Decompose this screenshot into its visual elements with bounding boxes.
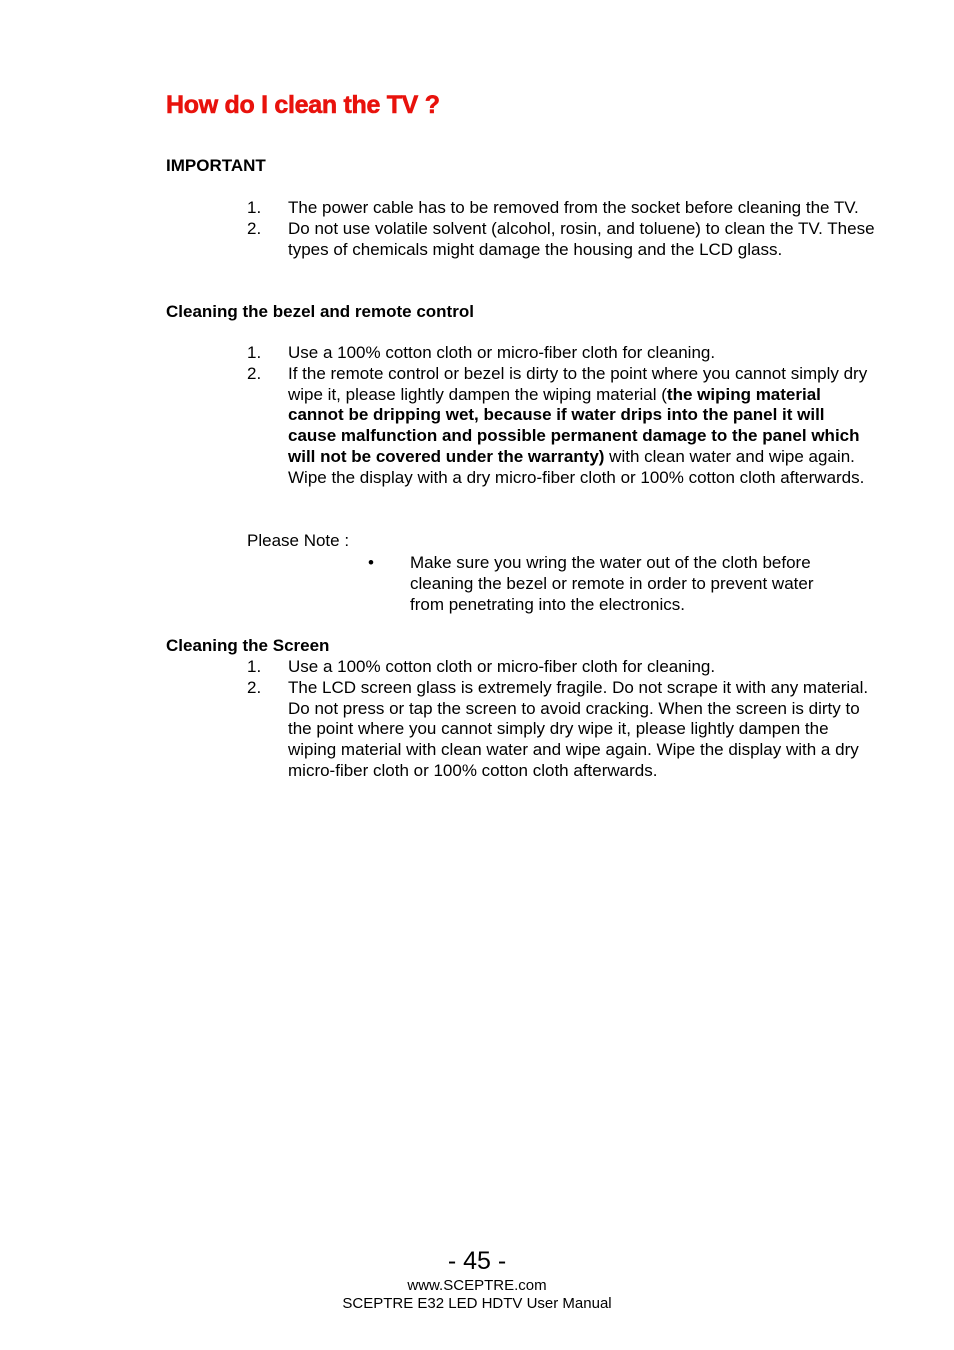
bullet-icon: • [368,553,374,572]
bezel-list [247,343,877,489]
list-item-number: 2. [247,363,262,383]
list-item-number: 2. [247,218,262,238]
list-item [247,219,877,261]
list-item-text: Do not use volatile solvent (alcohol, rosin, and toluene) to clean the TV. These types of chemicals might damage the housing and the LCD glass. [288,218,875,259]
list-item-text: Use a 100% cotton cloth or micro-fiber cloth for cleaning. [288,343,716,362]
footer-manual-title: SCEPTRE E32 LED HDTV User Manual [342,1295,612,1312]
footer-website: www.SCEPTRE.com [407,1277,547,1294]
screen-heading: Cleaning the Screen [166,636,330,655]
list-item-number: 1. [247,198,262,217]
bezel-heading: Cleaning the bezel and remote control [166,302,474,321]
page-title: How do I clean the TV ? [166,91,440,119]
important-list [247,198,877,260]
page-footer [0,1245,954,1313]
list-item-text: Use a 100% cotton cloth or micro-fiber cloth for cleaning. [288,657,716,676]
list-item [247,657,877,678]
warning-text: the wiping material cannot be dripping wet, because if water drips into the panel it will cause malfunction and possible permanent damage to the panel which will not be covered under the warranty) [288,384,860,466]
list-item-text-lead: If the remote control or bezel is dirty to the point where you cannot simply dry wipe it, please lightly dampen the wiping material ( [288,363,868,404]
list-item [247,343,877,364]
list-item-text: The power cable has to be removed from the socket before cleaning the TV. [288,198,859,217]
note-label: Please Note : [247,531,350,550]
list-item [247,678,877,782]
list-item [368,553,848,615]
list-item-text [288,364,867,487]
list-item-number: 2. [247,677,262,697]
list-item-number: 1. [247,343,262,362]
list-item-text-tail: with clean water and wipe again. Wipe the display with a dry micro-fiber cloth or 100% cotton cloth afterwards. [288,446,865,487]
note-bullet-list [368,553,848,615]
important-heading: IMPORTANT [166,156,266,175]
list-item [247,198,877,219]
list-item [247,364,877,489]
screen-list [247,657,877,782]
list-item-number: 1. [247,657,262,676]
list-item-text: Make sure you wring the water out of the cloth before cleaning the bezel or remote in order to prevent water from penetrating into the electronics. [410,553,814,614]
page-number: - 45 - [447,1247,507,1275]
list-item-text: The LCD screen glass is extremely fragile. Do not scrape it with any material. Do not press or tap the screen to avoid cracking. When the screen is dirty to the point where you cannot simply dry wipe it, please lightly dampen the wiping material with clean water and wipe again. Wipe the display with a dry micro-fiber cloth or 100% cotton cloth afterwards. [288,677,869,780]
